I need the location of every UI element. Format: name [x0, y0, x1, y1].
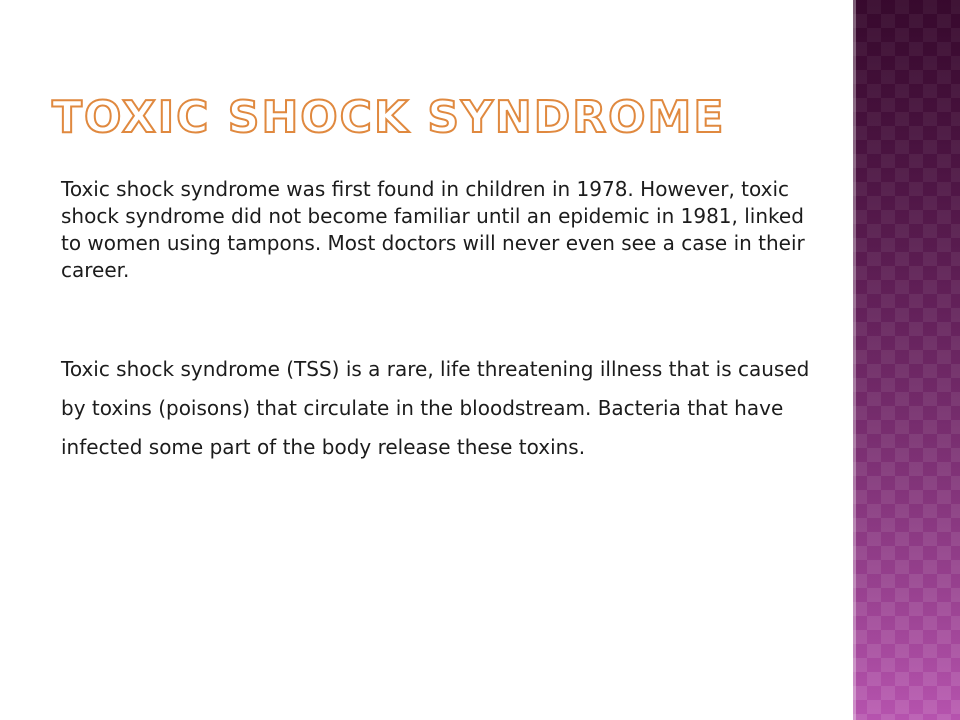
paragraph-definition: Toxic shock syndrome (TSS) is a rare, life threatening illness that is caused by toxins (poisons) that circulate in the bloodstream. Bacteria that have infected some part of the body release these toxins. [61, 357, 810, 459]
paragraph-history: Toxic shock syndrome was first found in children in 1978. However, toxic shock syndrome did not become familiar until an epidemic in 1981, linked to women using tampons. Most doctors will never even see a case in their career. [61, 177, 805, 282]
decorative-side-panel [853, 0, 960, 720]
side-panel-edge [853, 0, 856, 720]
slide-title: TOXIC SHOCK SYNDROME [52, 92, 726, 143]
